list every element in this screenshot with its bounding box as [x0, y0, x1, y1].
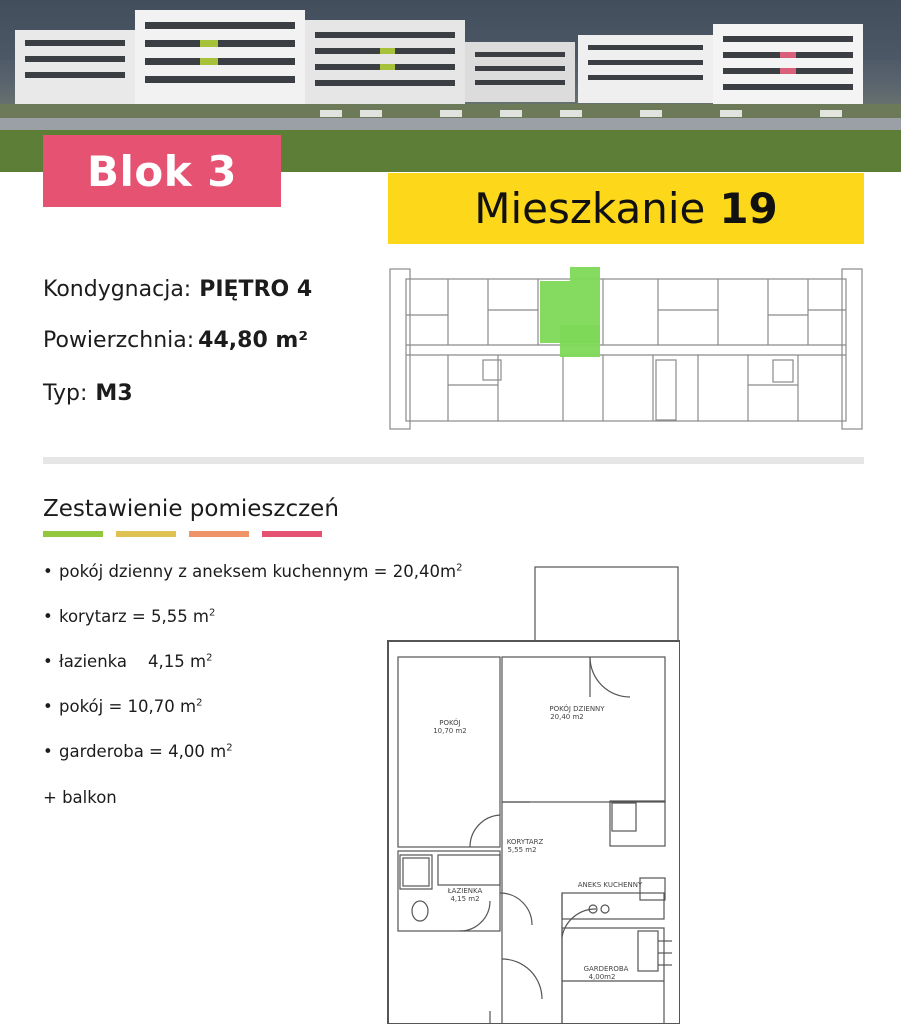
floor-overview-plan [388, 265, 864, 435]
plan-label-dzienny: POKÓJ DZIENNY [549, 705, 605, 713]
color-bars [43, 531, 322, 537]
typ-label: Typ: [43, 381, 88, 406]
list-item: • garderoba = 4,00 $m^2$ [43, 742, 233, 761]
plan-area-lazienka: 4,15 m2 [450, 895, 480, 903]
color-bar-green [43, 531, 103, 537]
kondygnacja-value: PIĘTRO 4 [199, 277, 313, 302]
plan-label-lazienka: ŁAZIENKA [447, 887, 483, 895]
powierzchnia-label: Powierzchnia: [43, 328, 195, 353]
powierzchnia-row [43, 328, 308, 353]
powierzchnia-value: 44,80 m² [198, 328, 308, 353]
plan-area-dzienny: 20,40 m2 [550, 713, 584, 721]
section-divider [43, 457, 864, 464]
kondygnacja-label: Kondygnacja: [43, 277, 192, 302]
color-bar-orange [189, 531, 249, 537]
kondygnacja-row [43, 277, 312, 302]
blok-badge: Blok 3 [43, 135, 281, 207]
typ-row [43, 381, 133, 406]
plan-label-pokoj: POKÓJ [439, 719, 461, 727]
mieszkanie-number: 19 [719, 184, 778, 233]
list-item: • łazienka 4,15 $m^2$ [43, 652, 213, 671]
plan-label-aneks: ANEKS KUCHENNY [577, 881, 643, 889]
plan-area-garderoba: 4,00m2 [588, 973, 616, 981]
plan-label-garderoba: GARDEROBA [583, 965, 629, 973]
apartment-floor-plan [380, 563, 680, 1024]
mieszkanie-badge [388, 173, 864, 244]
plan-area-pokoj: 10,70 m2 [433, 727, 467, 735]
list-item: • korytarz = 5,55 $m^2$ [43, 607, 216, 626]
typ-value: M3 [95, 381, 133, 406]
mieszkanie-label: Mieszkanie [474, 184, 706, 233]
color-bar-pink [262, 531, 322, 537]
list-item: • pokój dzienny z aneksem kuchennym = $20,40m^2$ [43, 562, 463, 581]
plan-area-korytarz: 5,55 m2 [507, 846, 537, 854]
list-item: + balkon [43, 788, 117, 807]
color-bar-yellow [116, 531, 176, 537]
plan-label-korytarz: KORYTARZ [506, 838, 544, 846]
section-title: Zestawienie pomieszczeń [43, 496, 339, 522]
list-item: • pokój = 10,70 $m^2$ [43, 697, 203, 716]
highlighted-apartment [540, 267, 600, 357]
